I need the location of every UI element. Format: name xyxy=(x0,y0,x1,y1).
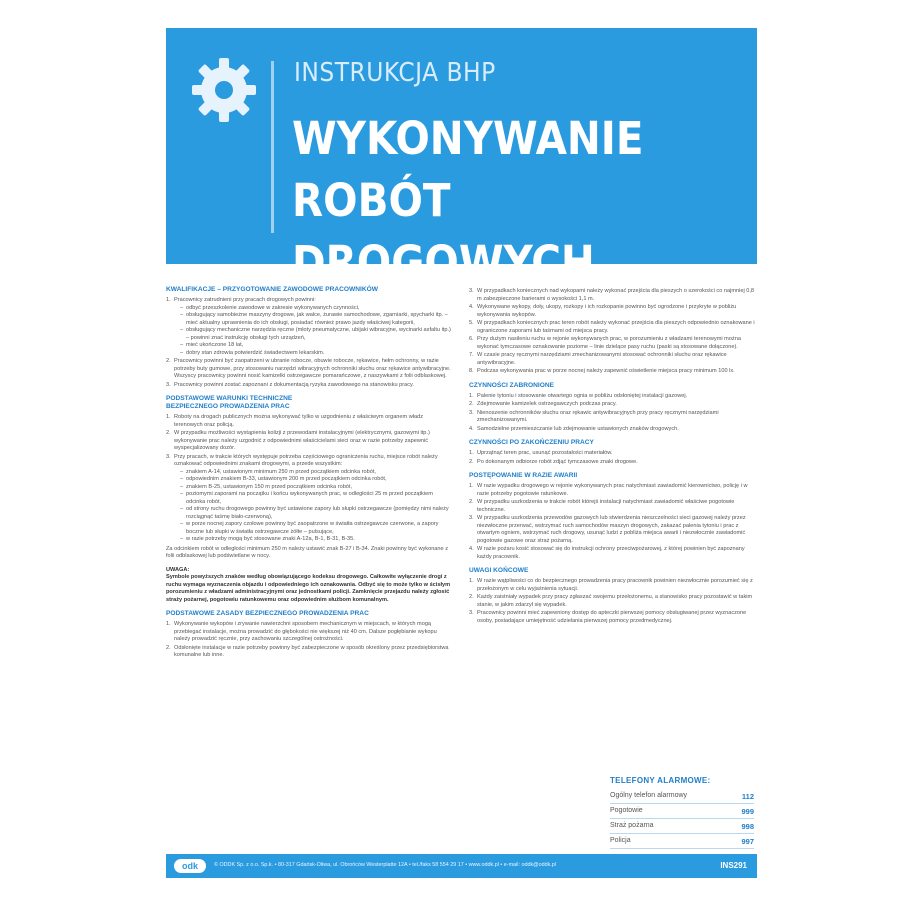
phone-label: Policja xyxy=(610,837,631,844)
list-item: 4. Samodzielne przemieszczanie lub zdejmowanie ustawionych znaków drogowych. xyxy=(469,425,679,432)
section-heading-technical-conditions: PODSTAWOWE WARUNKI TECHNICZNE BEZPIECZNEGO PROWADZENIA PRAC xyxy=(166,395,293,410)
list-item: 1. W razie wypadku drogowego w rejonie wykonywanych prac natychmiast zawiadomić kierownictwo, policję i w razie potrzeby pogotowie ratunkowe. xyxy=(469,483,748,497)
left-column xyxy=(166,286,452,661)
emergency-list xyxy=(469,483,755,561)
list-item: 1. Pracownicy zatrudnieni przy pracach drogowych powinni: – odbyć przeszkolenie zawodowe w zakresie wykonywanych czynności, – obsługujący samobieżne maszyny drogowe, jak walce, żurawie samochodowe, zgarniarki, spycharki itp. – mieć aktualny uprawnienia do ich obsługi, posiadać również prawo jazdy właściwej kategorii, – obsługujący mechaniczne narzędzia ręczne (młoty pneumatyczne, ubijaki wibracyjne, wycinarki asfaltu itp.) – powinni znać instrukcję obsługi tych urządzeń, – mieć ukończone 18 lat, – dobry stan zdrowia potwierdzić świadectwem lekarskim. xyxy=(166,297,452,357)
list-item: 3. Pracownicy powinni zostać zapoznani z dokumentacją ryzyka zawodowego na stanowisku pracy. xyxy=(166,381,414,388)
sub-list-item: – znakiem B-25, ustawionym 150 m przed początkiem odcinka robót, xyxy=(180,484,452,492)
phone-number: 998 xyxy=(741,822,754,831)
list-item: 7. W czasie pracy ręcznymi narzędziami zmechanizowanymi stosować ochronniki słuchu oraz rękawice antywibracyjne. xyxy=(469,352,727,366)
sub-list xyxy=(180,305,452,358)
list-item: 1. Roboty na drogach publicznych można wykonywać tylko w uzgodnieniu z właściwym organem władz terenowych oraz policją. xyxy=(166,414,424,428)
list-item: 2. Odsłonięte instalacje w razie potrzeby powinny być zabezpieczone w sposób określony przez przedsiębiorstwa komunalne lub inne. xyxy=(166,644,449,658)
warning-text: Symbole powyższych znaków według obowiązującego kodeksu drogowego. Całkowite wyłączenie drogi z ruchu wymaga wyznaczenia objazdu i odpowiedniego ich oznakowania. Odbyć się to może tylko w ścisłym porozumieniu z władzami administracyjnymi oraz jednostkami policji. Zamknięcie przejazdu należy zgłosić straży pożarnej, pogotowiu ratunkowemu oraz odpowiednim służbom komunalnym. xyxy=(166,574,451,603)
document-type: INSTRUKCJA BHP xyxy=(294,58,496,88)
list-item: 6. Przy dużym nasileniu ruchu w rejonie wykonywanych prac, w porozumieniu z władzami terenowymi można wykonać tymczasowe oznakowanie poziome – linie dzielące pasy ruchu (paski są stosowane dołączone). xyxy=(469,336,741,350)
phone-number: 997 xyxy=(741,837,754,846)
gear-icon xyxy=(188,54,260,126)
list-item: 1. Wykonywanie wykopów i zrywanie nawierzchni sposobem mechanicznym w miejscach, w których mogą przebiegać instalacje, można prowadzić do głębokości nie większej niż 40 cm. Dalsze pogłębianie wykopu należy prowadzić ręcznie, przy zachowaniu szczególnej ostrożności. xyxy=(166,621,437,642)
phone-label: Pogotowie xyxy=(610,807,643,814)
phone-number: 999 xyxy=(741,807,754,816)
list-item: 1. Uprzątnąć teren prac, usunąć pozostałości materiałów. xyxy=(469,450,613,456)
list-item: 3. W przypadkach koniecznych nad wykopami należy wykonać przejścia dla pieszych o szerokości co najmniej 0,8 m zabezpieczone barierami o wysokości 1,1 m. xyxy=(469,288,755,302)
section-heading-safety-rules: PODSTAWOWE ZASADY BEZPIECZNEGO PROWADZENIA PRAC xyxy=(166,610,369,617)
list-item: 2. W przypadku uszkodzenia w trakcie robót którejś instalacji natychmiast zawiadomić właściwe pogotowie techniczne. xyxy=(469,499,735,513)
list-item: 3. Pracownicy powinni mieć zapewniony dostęp do apteczki pierwszej pomocy obsługiwanej przez wyznaczone osoby, posiadające umiejętność udzielania pierwszej pomocy przedmedycznej. xyxy=(469,610,747,624)
sub-list-item: – obsługujący mechaniczne narzędzia ręczne (młoty pneumatyczne, ubijaki wibracyjne, wycinarki asfaltu itp.) – powinni znać instrukcję obsługi tych urządzeń, xyxy=(180,327,452,342)
list-item: 2. Zdejmowanie kamizelek ostrzegawczych podczas pracy. xyxy=(469,401,617,407)
right-column xyxy=(469,288,755,626)
list-item: 2. W przypadku możliwości wystąpienia kolizji z przewodami instalacyjnymi (elektrycznymi, gazowymi itp.) wykonywanie prac należy uzgodnić z odpowiednimi właścicielami sieci oraz w razie potrzeby zapewnić wyspecjalizowany dozór. xyxy=(166,430,430,451)
list-item: 4. Wykonywane wykopy, doły, ukopy, rozkopy i ich rozkopanie powinno być ogrodzone i przykryte w pobliżu wykonywania wykopów. xyxy=(469,304,737,318)
safety-rules-continued-list xyxy=(469,288,755,376)
phones-title: TELEFONY ALARMOWE: xyxy=(610,776,711,785)
sub-list-item: – mieć ukończone 18 lat, xyxy=(180,342,452,350)
section-heading-emergency: POSTĘPOWANIE W RAZIE AWARII xyxy=(469,472,578,479)
document-title xyxy=(292,108,757,294)
publisher-logo: odk xyxy=(174,859,206,873)
sub-list-item: – znakiem A-14, ustawionym minimum 250 m przed początkiem odcinka robót, xyxy=(180,469,452,477)
qualifications-list xyxy=(166,297,452,389)
list-item: 2. Po dokonanym odbiorze robót zdjąć tymczasowe znaki drogowe. xyxy=(469,458,638,465)
footer-bar xyxy=(166,854,757,878)
sub-list-item: – od strony ruchu drogowego powinny być ustawione zapory lub słupki ostrzegawcze (pomiędzy nimi należy rozciągnąć taśmę biało-czerwoną), xyxy=(180,506,452,521)
section-heading-prohibited: CZYNNOŚCI ZABRONIONE xyxy=(469,381,554,389)
prohibited-list xyxy=(469,393,755,434)
section-heading-qualifications: KWALIFIKACJE – PRZYGOTOWANIE ZAWODOWE PRACOWNIKÓW xyxy=(166,286,378,293)
list-item: 2. Pracownicy powinni być zaopatrzeni w ubranie robocze, obuwie robocze, rękawice, hełm ochronny, w razie potrzeby buty gumowe, przy stosowaniu narzędzi wibracyjnych ochronniki słuchu oraz rękawice antywibracyjne. Wszyscy pracownicy powinni nosić kamizelki ostrzegawcze pomarańczowe, z naszywkami z folii odblaskowej. xyxy=(166,358,451,379)
phone-row xyxy=(610,819,754,834)
list-item: 8. Podczas wykonywania prac w porze nocnej należy zapewnić oświetlenie miejsca pracy minimum 100 lx. xyxy=(469,368,735,374)
publisher-info: © ODDK Sp. z o.o. Sp.k. • 80-317 Gdańsk-Oliwa, ul. Obrońców Westerplatte 12A • tel./faks 58 554 29 17 • www.oddk.pl • e-mail: oddk@oddk.pl xyxy=(214,862,556,868)
warning-label: UWAGA: xyxy=(166,566,190,573)
sub-list-item: – poziomymi zaporami na początku i końcu wykonywanych prac, w odległości 25 m przed początkiem odcinka robót, xyxy=(180,491,452,506)
emergency-phones-box xyxy=(610,776,754,849)
technical-conditions-list xyxy=(166,414,452,544)
title-line-1: WYKONYWANIE xyxy=(292,112,644,165)
document-code: INS291 xyxy=(720,861,747,870)
title-line-2: ROBÓT DROGOWYCH xyxy=(292,174,595,289)
phone-row xyxy=(610,804,754,819)
list-item: 3. W przypadku uszkodzenia przewodów gazowych lub stwierdzenia nieszczelności sieci gazowej należy przez niezwłoczne przerwać, wstrzymać ruch samochodów maszyn drogowych, zakazać palenia tytoniu i prac z otwartym ogniem, wstrzymać ruch drogowy, usunąć ludzi z pobliża miejsca awarii i niezwłocznie zawiadomić pogotowie gazowe oraz straż pożarną. xyxy=(469,515,746,544)
sub-list-item: – dobry stan zdrowia potwierdzić świadectwem lekarskim. xyxy=(180,350,452,358)
sub-list-item: – odbyć przeszkolenie zawodowe w zakresie wykonywanych czynności, xyxy=(180,305,452,313)
section-heading-final-remarks: UWAGI KOŃCOWE xyxy=(469,567,529,574)
sub-list-item: – w porze nocnej zapory czołowe powinny być zaopatrzone w światła ostrzegawcze czerwone, a zapory boczne lub słupki w światła ostrzegawcze żółte – pulsujące, xyxy=(180,521,452,536)
list-item: 4. W razie pożaru kosić stosować się do instrukcji ochrony przeciwpożarowej, z której powinien być zapoznany każdy pracownik. xyxy=(469,546,745,560)
phone-label: Ogólny telefon alarmowy xyxy=(610,792,688,799)
list-item: 1. Palenie tytoniu i stosowanie otwartego ognia w pobliżu odsłoniętej instalacji gazowej. xyxy=(469,392,688,399)
sub-list-item: – odpowiednim znakiem B-33, ustawionym 200 m przed początkiem odcinka robót, xyxy=(180,476,452,484)
phone-row xyxy=(610,789,754,804)
section-heading-after-work: CZYNNOŚCI PO ZAKOŃCZENIU PRACY xyxy=(469,439,594,446)
final-remarks-list xyxy=(469,578,755,625)
instruction-sheet xyxy=(166,28,757,880)
sub-list-item: – w razie potrzeby mogą być stosowane znaki A-12a, B-1, B-31, B-35. xyxy=(180,536,452,544)
sub-list-item: – obsługujący samobieżne maszyny drogowe, jak walce, żurawie samochodowe, zgarniarki, spycharki itp. – mieć aktualny uprawnienia do ich obsługi, posiadać również prawo jazdy właściwej kategorii, xyxy=(180,312,452,327)
phone-number: 112 xyxy=(741,792,754,801)
phone-row xyxy=(610,834,754,849)
header-banner xyxy=(166,28,757,289)
list-item: 3. Przy pracach, w trakcie których występuje potrzeba częściowego ograniczenia ruchu, miejsce robót należy oznakować odpowiednimi znakami drogowymi, a przede wszystkim: – znakiem A-14, ustawionym minimum 250 m przed początkiem odcinka robót, – odpowiednim znakiem B-33, ustawionym 200 m przed początkiem odcinka robót, – znakiem B-25, ustawionym 150 m przed początkiem odcinka robót, – poziomymi zaporami na początku i końcu wykonywanych prac, w odległości 25 m przed początkiem odcinka robót, – od strony ruchu drogowego powinny być ustawione zapory lub słupki ostrzegawcze (pomiędzy nimi należy rozciągnąć taśmę biało-czerwoną), – w porze nocnej zapory czołowe powinny być zaopatrzone w światła ostrzegawcze czerwone, a zapory boczne lub słupki w światła ostrzegawcze żółte – pulsujące, – w razie potrzeby mogą być stosowane znaki A-12a, B-1, B-31, B-35. xyxy=(166,454,452,544)
header-divider xyxy=(271,61,274,233)
safety-rules-list xyxy=(166,621,452,660)
phone-label: Straż pożarna xyxy=(610,822,654,829)
list-item: 5. W przypadkach koniecznych prac teren robót należy wykonać przejścia dla pieszych odpowiednio oznakowane i ograniczone zaporami lub taśmami od miejsca pracy. xyxy=(469,320,755,334)
sub-list xyxy=(180,469,452,544)
after-work-list xyxy=(469,450,755,466)
list-item: 1. W razie wątpliwości co do bezpiecznego prowadzenia pracy pracownik powinien niezwłocznie porozumieć się z przełożonym w celu wyjaśnienia sytuacji. xyxy=(469,578,753,592)
note-paragraph: Za odcinkiem robót w odległości minimum 250 m należy ustawić znak B-27 i B-34. Znaki powinny być wykonane z folii odblaskowej lub podświetlane w nocy. xyxy=(166,545,448,559)
list-item: 2. Każdy zaistniały wypadek przy pracy zgłaszać swojemu przełożonemu, a stanowisko pracy pozostawić w takim stanie, w jakim zdarzył się wypadek. xyxy=(469,594,753,608)
list-item: 3. Nienoszenie ochronników słuchu oraz rękawic antywibracyjnych przy pracy ręcznymi narzędziami zmechanizowanymi. xyxy=(469,409,719,423)
